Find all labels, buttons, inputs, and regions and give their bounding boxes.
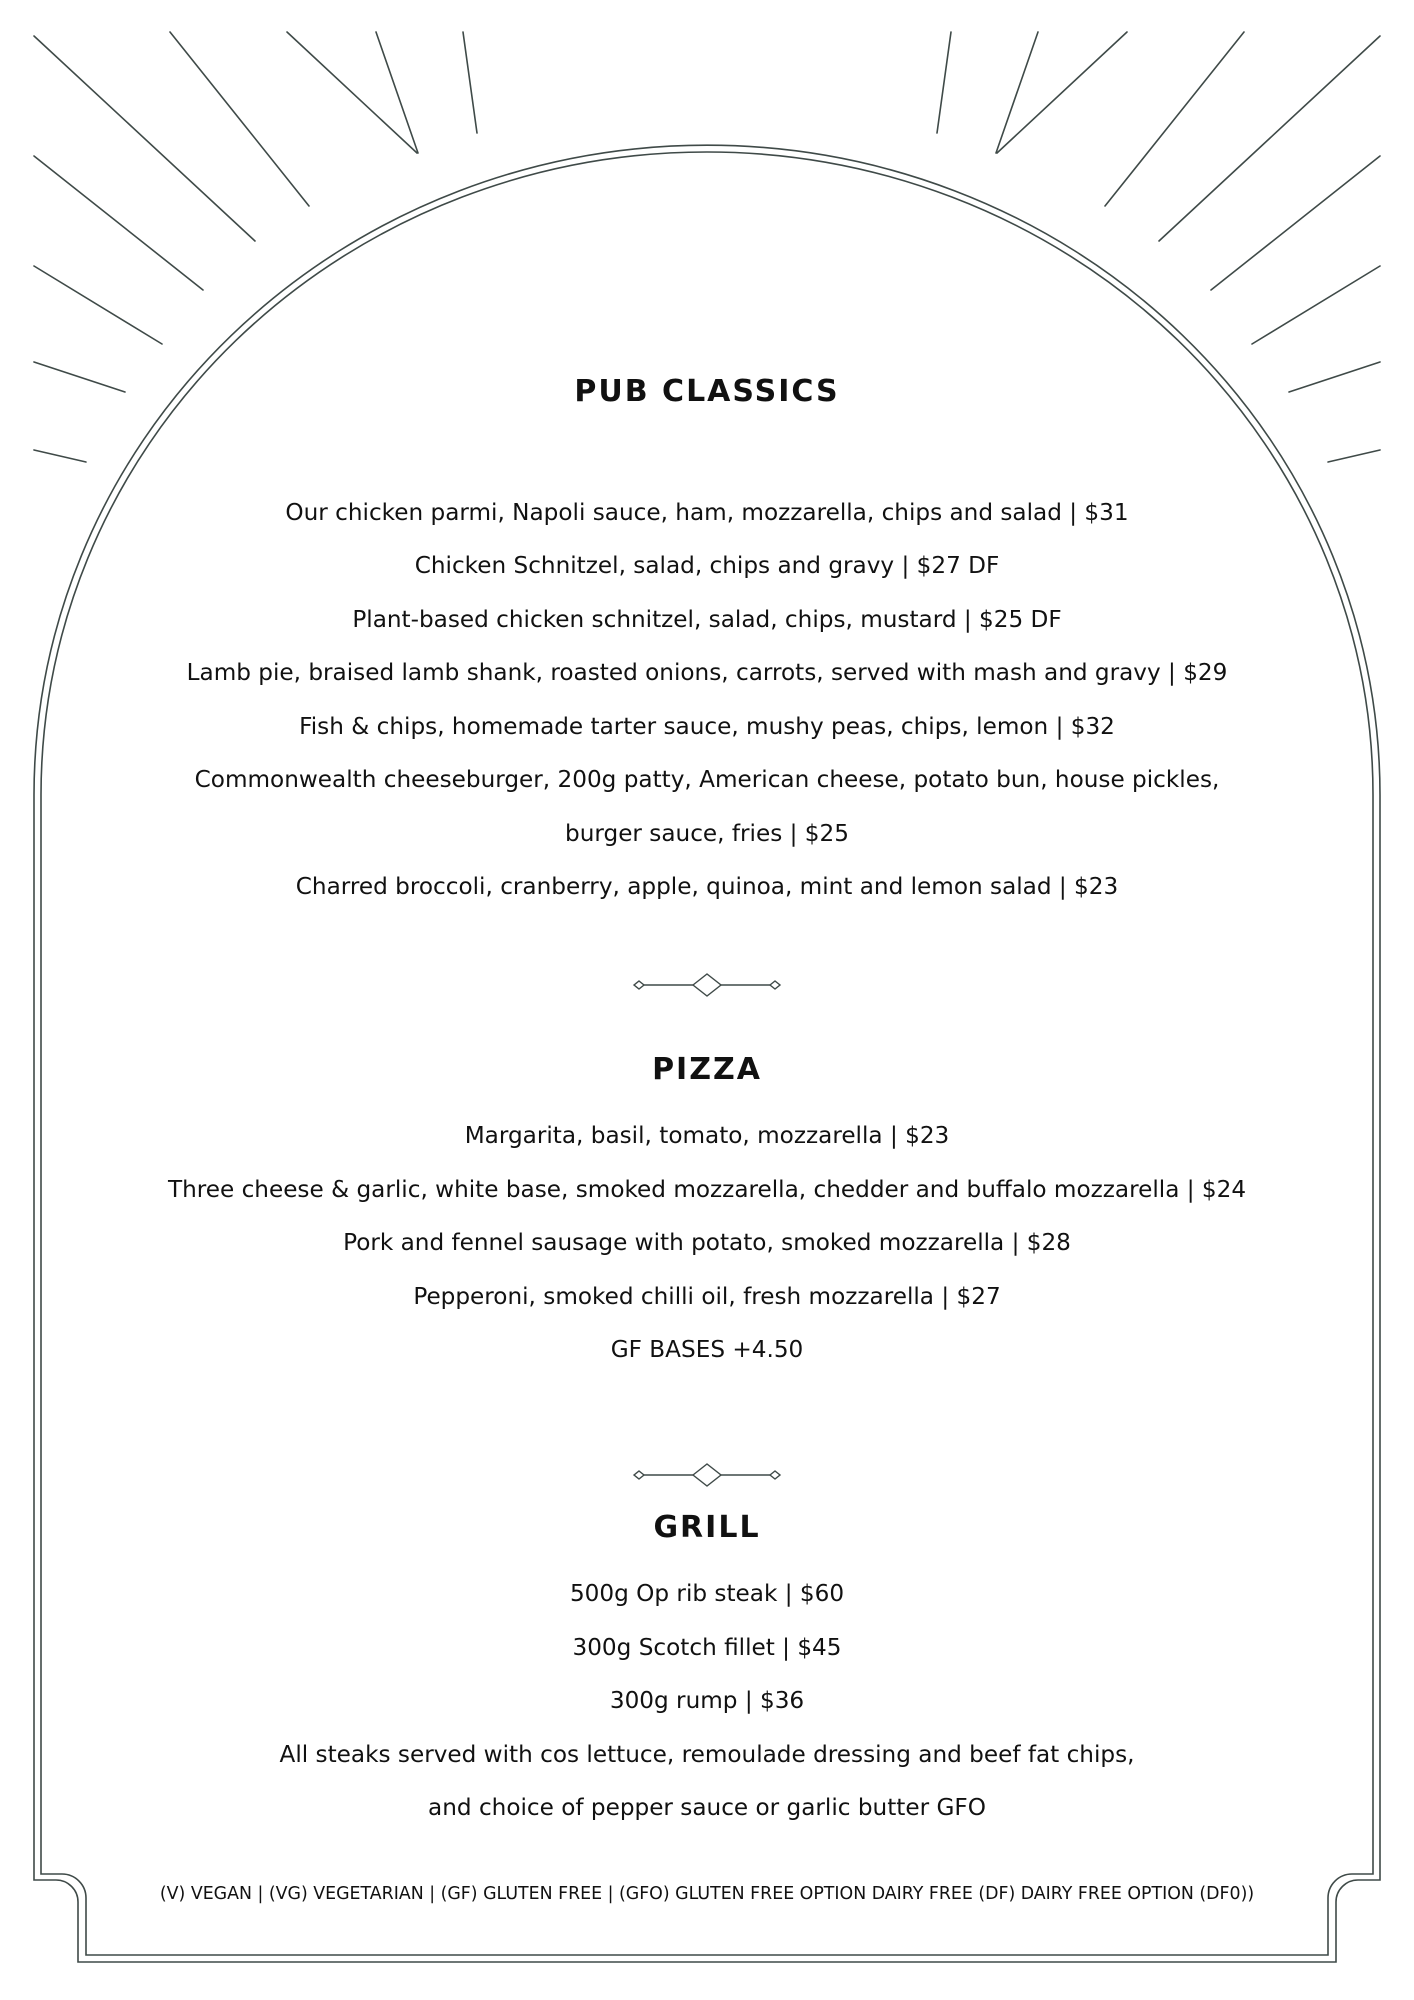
- menu-item: Lamb pie, braised lamb shank, roasted onions, carrots, served with mash and gravy | $29: [186, 660, 1228, 686]
- menu-item: Pepperoni, smoked chilli oil, fresh mozzarella | $27: [413, 1284, 1001, 1310]
- menu-item: Three cheese & garlic, white base, smoked mozzarella, chedder and buffalo mozzarella | $24: [167, 1177, 1247, 1203]
- diamond-divider-icon: [632, 1462, 782, 1488]
- menu-item: Margarita, basil, tomato, mozzarella | $23: [464, 1123, 950, 1149]
- menu-item: Fish & chips, homemade tarter sauce, mushy peas, chips, lemon | $32: [299, 714, 1115, 740]
- menu-item: Charred broccoli, cranberry, apple, quinoa, mint and lemon salad | $23: [295, 874, 1119, 900]
- menu-item: GF BASES +4.50: [610, 1337, 804, 1363]
- menu-item: 300g rump | $36: [609, 1688, 805, 1714]
- section-title-pizza: PIZZA: [652, 1052, 762, 1087]
- menu-item: Pork and fennel sausage with potato, smoked mozzarella | $28: [343, 1230, 1071, 1256]
- menu-item: Commonwealth cheeseburger, 200g patty, American cheese, potato bun, house pickles,: [194, 767, 1220, 793]
- menu-item: Our chicken parmi, Napoli sauce, ham, mozzarella, chips and salad | $31: [285, 500, 1129, 526]
- menu-item: 300g Scotch fillet | $45: [572, 1635, 842, 1661]
- section-title-grill: GRILL: [653, 1510, 761, 1545]
- menu-item: Chicken Schnitzel, salad, chips and gravy | $27 DF: [414, 553, 1000, 579]
- menu-item: 500g Op rib steak | $60: [569, 1581, 845, 1607]
- diamond-divider-icon: [632, 972, 782, 998]
- dietary-legend: (V) VEGAN | (VG) VEGETARIAN | (GF) GLUTEN FREE | (GFO) GLUTEN FREE OPTION DAIRY FREE (DF) DAIRY FREE OPTION (DF0)): [159, 1884, 1255, 1904]
- menu-item: Plant-based chicken schnitzel, salad, chips, mustard | $25 DF: [352, 607, 1062, 633]
- menu-item: and choice of pepper sauce or garlic butter GFO: [428, 1795, 986, 1821]
- menu-item: All steaks served with cos lettuce, remoulade dressing and beef fat chips,: [279, 1742, 1135, 1768]
- menu-item: burger sauce, fries | $25: [565, 821, 849, 847]
- section-title-pub-classics: PUB CLASSICS: [574, 374, 840, 409]
